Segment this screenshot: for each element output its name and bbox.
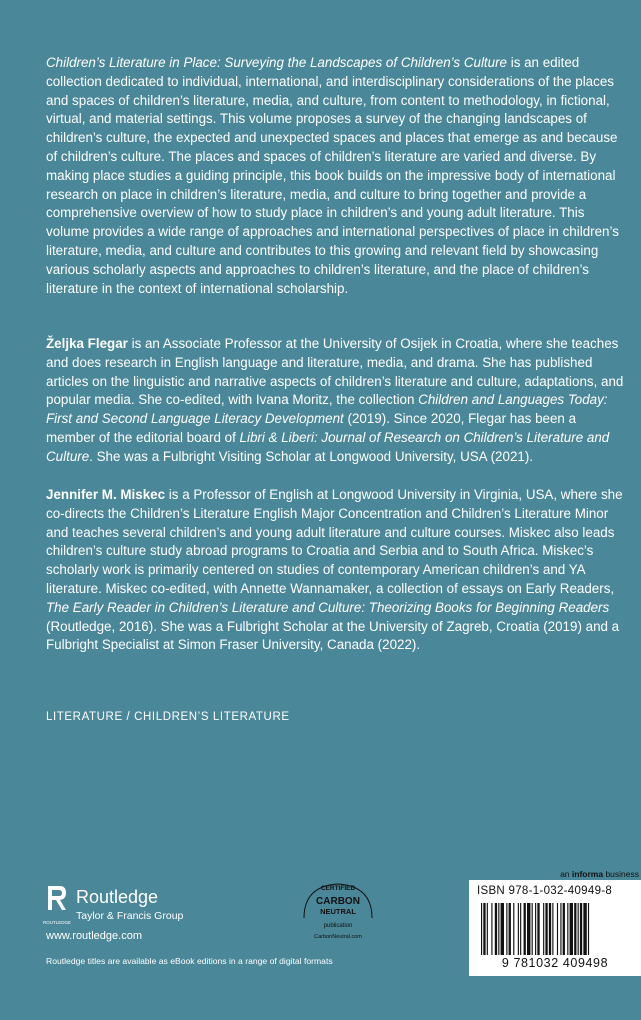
- bio-book-title: The Early Reader in Children’s Literature and Culture: Theorizing Books for Beginning Readers: [46, 599, 610, 615]
- publisher-group: Taylor & Francis Group: [76, 910, 184, 922]
- publisher-name: Routledge: [76, 887, 159, 907]
- bio-text: . She was a Fulbright Visiting Scholar at Longwood University, USA (2021).: [89, 448, 534, 464]
- book-description: [46, 54, 626, 298]
- description-text: is an edited collection dedicated to individual, international, and interdisciplinary considerations of the places and spaces of children’s literature, media, and culture, from content to methodology, in fictional, virtual, and material settings. This volume proposes a survey of the changing landscapes of children’s culture, the expected and unexpected spaces and places that emerge as and because of children’s culture. The places and spaces of children’s literature are varied and diverse. By making place studies a guiding principle, this book builds on the impressive body of international research on place in children’s literature, media, and culture to bring together and provide a comprehensive overview of how to study place in children’s and young adult literature. This volume provides a wide range of approaches and international perspectives of place in children’s literature, media, and culture and contributes to this growing and relevant field by showcasing various scholarly aspects and approaches to children’s literature, and the place of children’s literature in the context of international scholarship.: [46, 55, 619, 296]
- badge-site: CarbonNeutral.com: [314, 934, 362, 940]
- author-name: Željka Flegar: [46, 336, 128, 351]
- bio-text: (Routledge, 2016). She was a Fulbright Scholar at the University of Zagreb, Croatia (2019) and a Fulbright Specialist at Simon Fraser University, Canada (2022).: [46, 618, 620, 653]
- barcode-icon: [481, 903, 629, 955]
- author-name: Jennifer M. Miskec: [46, 487, 166, 502]
- ebook-footnote: Routledge titles are available as eBook editions in a range of digital formats: [46, 956, 333, 966]
- isbn-label: ISBN 978-1-032-40949-8: [477, 885, 613, 897]
- badge-carbon: CARBON: [316, 896, 360, 907]
- subject-category: LITERATURE / CHILDREN’S LITERATURE: [46, 711, 290, 723]
- bio-book-title: Children and Languages Today: First and Second Language Literacy Development: [46, 392, 608, 427]
- barcode-digits: 9 781032 409498: [501, 956, 609, 970]
- bio-text: is a Professor of English at Longwood University in Virginia, USA, where she co-directs the Children’s Literature English Major Concentration and Children’s Literature Minor and teaches several children’s and young adult literature and culture courses. Miskec also leads children’s culture study abroad programs to Croatia and Serbia and to South Africa. Miskec’s scholarly work is primarily centered on studies of contemporary American children’s and YA literature. Miskec co-edited, with Annette Wannamaker, a collection of essays on Early Readers,: [46, 487, 623, 596]
- publisher-website[interactable]: www.routledge.com: [46, 930, 142, 942]
- svg-text:ROUTLEDGE: ROUTLEDGE: [42, 920, 72, 925]
- bio-journal-title: Libri & Liberi: Journal of Research on Children’s Literature and Culture: [46, 429, 610, 464]
- routledge-logo: [42, 884, 206, 932]
- informa-tagline: an informa business: [560, 869, 639, 879]
- bio-text: (2019). Since 2020, Flegar has been a member of the editorial board of: [46, 411, 577, 445]
- author-bio-flegar: [46, 335, 626, 467]
- badge-publication: publication: [323, 923, 353, 929]
- routledge-r-icon: [42, 884, 72, 926]
- book-title: Children’s Literature in Place: Surveying the Landscapes of Children’s Culture: [46, 55, 507, 70]
- author-bio-miskec: [46, 486, 626, 655]
- carbon-neutral-badge: [296, 876, 380, 948]
- badge-neutral: NEUTRAL: [320, 907, 356, 916]
- badge-certified: CERTIFIED: [320, 885, 356, 892]
- bio-text: is an Associate Professor at the University of Osijek in Croatia, where she teaches and does research in English language and literature, media, and drama. She has published articles on the linguistic and narrative aspects of children’s literature and culture, adaptations, and popular media. She co-edited, with Ivana Moritz, the collection: [46, 336, 624, 408]
- isbn-barcode-panel: [469, 880, 641, 976]
